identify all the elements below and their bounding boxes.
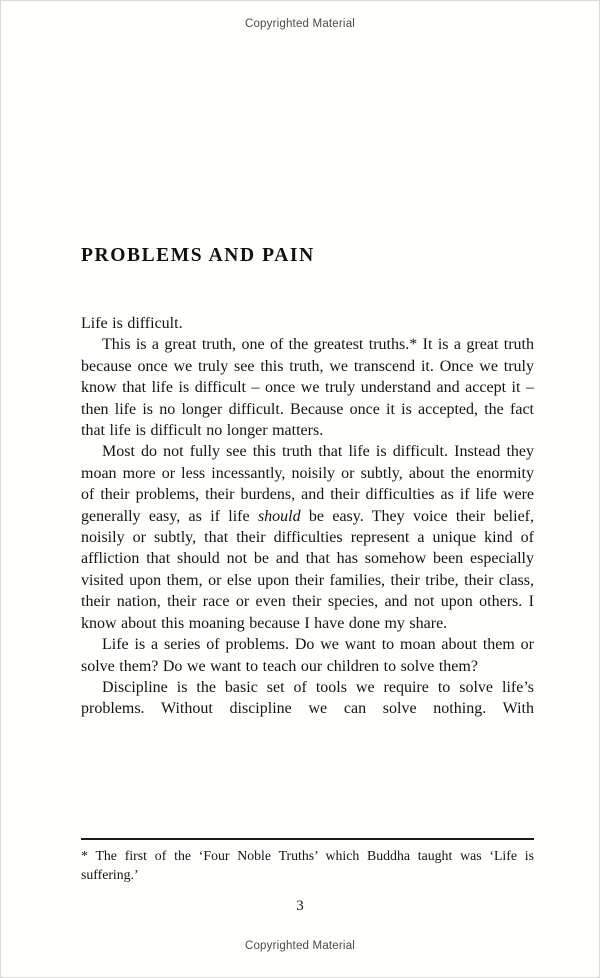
- text-run: Life is a series of problems. Do we want to moan about them or solve them? Do we want to teach our children to solve them?: [81, 636, 534, 675]
- body-text: [81, 313, 534, 720]
- italic-text-run: should: [257, 507, 301, 525]
- footnote-divider: [81, 838, 534, 840]
- chapter-title: PROBLEMS AND PAIN: [81, 245, 315, 266]
- text-run: be easy. They voice their belief, noisily or subtly, that their difficulties represent a unique kind of affliction that should not be and that has somehow been especially visited upon them, or else upon their families, their tribe, their class, their nation, their race or even their species, and not upon others. I know about this moaning because I have done my share.: [81, 507, 534, 632]
- text-run: This is a great truth, one of the greatest truths.* It is a great truth because once we truly see this truth, we transcend it. Once we truly know that life is difficult – once we truly understand and accept it – then life is no longer difficult. Because once it is accepted, the fact that life is difficult no longer matters.: [81, 336, 534, 440]
- copyright-notice-bottom: Copyrighted Material: [244, 940, 356, 952]
- page-number: 3: [296, 898, 304, 914]
- paragraph: [81, 441, 534, 634]
- paragraph: [81, 313, 534, 334]
- text-run: Most do not fully see this truth that life is difficult. Instead they moan more or less incessantly, noisily or subtly, about the enormity of their problems, their burdens, and their difficulties as if life were generally easy, as if life: [81, 443, 534, 525]
- paragraph: [81, 334, 534, 441]
- copyright-notice-top: Copyrighted Material: [244, 18, 356, 30]
- text-run: Life is difficult.: [81, 315, 183, 332]
- paragraph: [81, 634, 534, 677]
- footnote: * The first of the ‘Four Noble Truths’ which Buddha taught was ‘Life is suffering.’: [81, 848, 534, 882]
- paragraph: [81, 677, 534, 720]
- text-run: Discipline is the basic set of tools we require to solve life’s problems. Without discipline we can solve nothing. With: [81, 678, 534, 718]
